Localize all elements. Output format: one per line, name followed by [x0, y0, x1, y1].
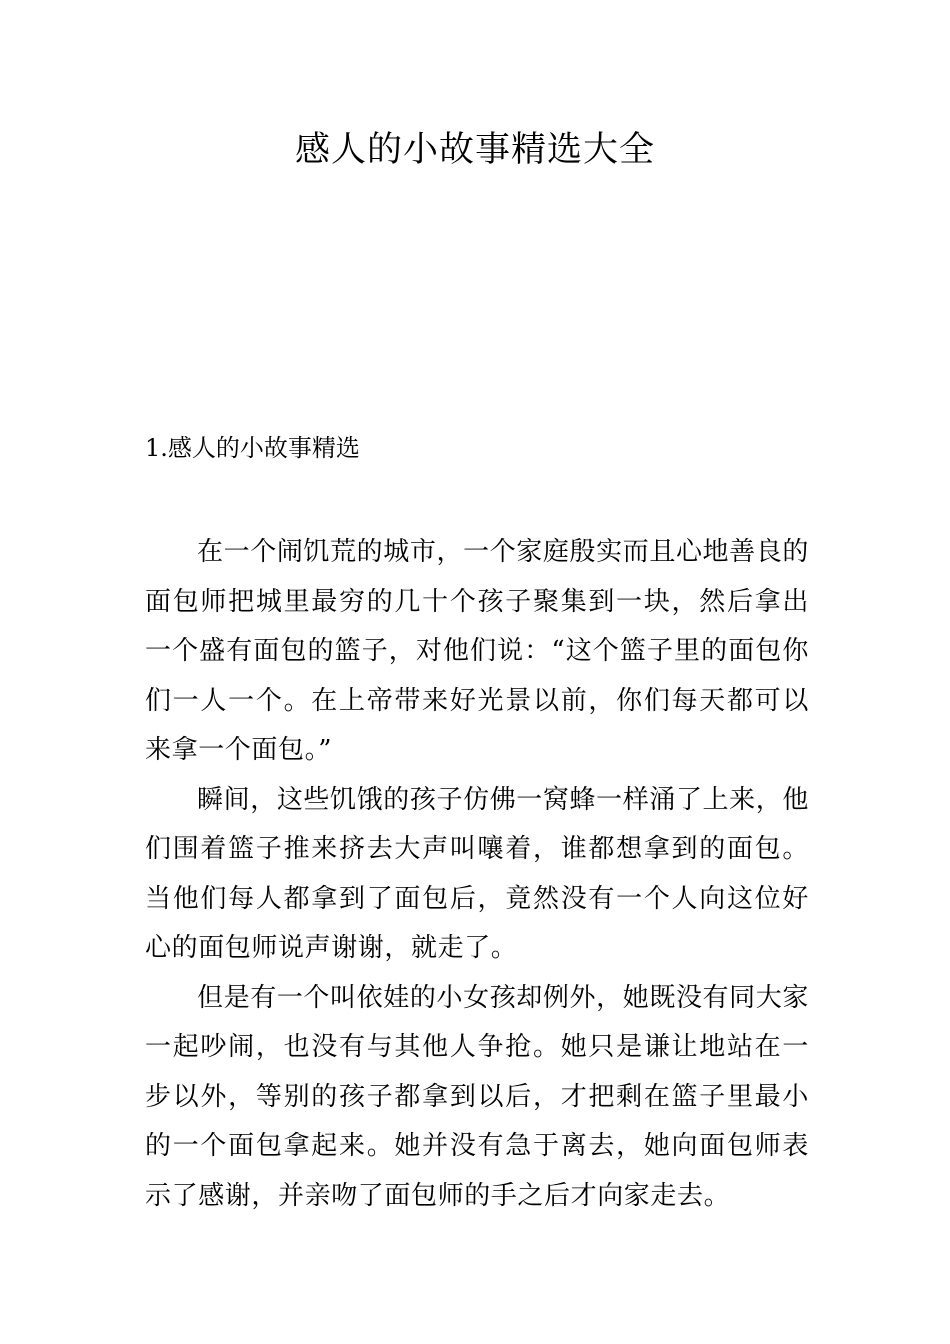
paragraph-1: 在一个闹饥荒的城市，一个家庭殷实而且心地善良的面包师把城里最穷的几十个孩子聚集到一块，然后拿出一个盛有面包的篮子，对他们说：“这个篮子里的面包你们一人一个。在上帝带来好光景以前，你们每天都可以来拿一个面包。”: [145, 537, 809, 765]
paragraph-3: 但是有一个叫依娃的小女孩却例外，她既没有同大家一起吵闹，也没有与其他人争抢。她只是谦让地站在一步以外，等别的孩子都拿到以后，才把剩在篮子里最小的一个面包拿起来。她并没有急于离去，她向面包师表示了感谢，并亲吻了面包师的手之后才向家走去。: [145, 982, 809, 1211]
section-heading: 1.感人的小故事精选: [145, 434, 360, 462]
story-body: [145, 528, 809, 1221]
document-title: 感人的小故事精选大全: [294, 130, 655, 170]
paragraph-2: 瞬间，这些饥饿的孩子仿佛一窝蜂一样涌了上来，他们围着篮子推来挤去大声叫嚷着，谁都想拿到的面包。当他们每人都拿到了面包后，竟然没有一个人向这位好心的面包师说声谢谢，就走了。: [145, 784, 809, 963]
